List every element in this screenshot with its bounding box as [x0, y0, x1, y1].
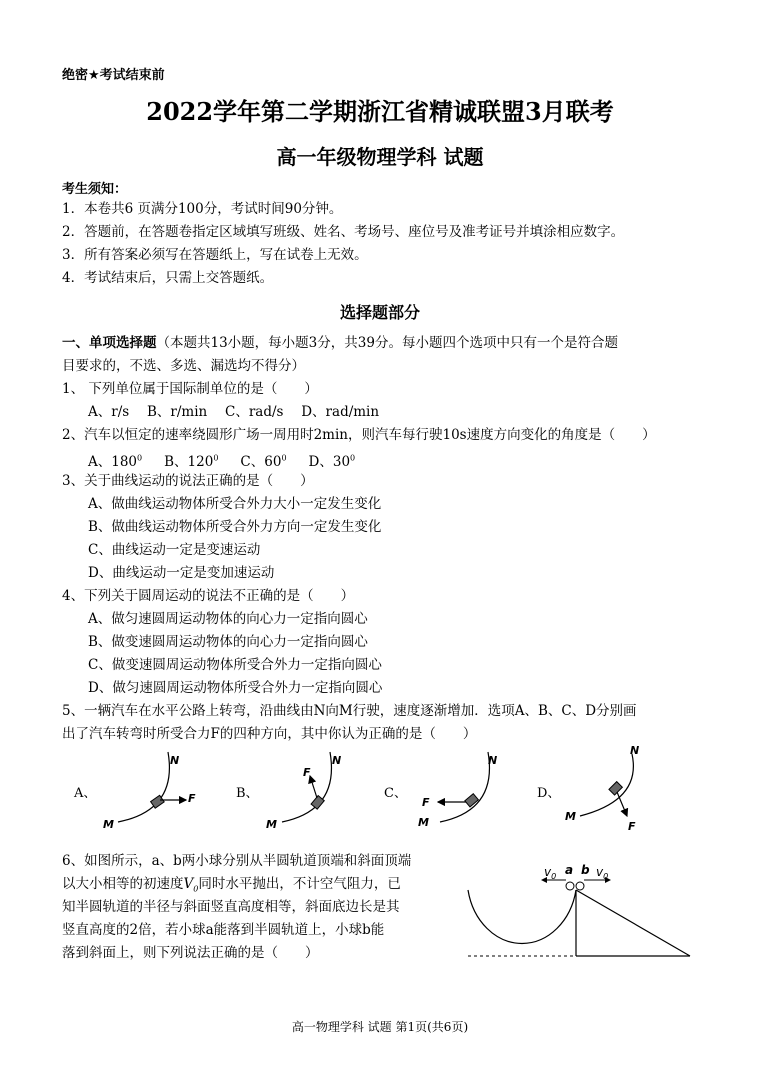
- figure-a: [103, 752, 196, 831]
- svg-text:v0: $v_0$: [596, 865, 609, 881]
- option-c: C、$60^0$: [240, 453, 287, 470]
- question-4-option-c: C、做变速圆周运动物体所受合外力一定指向圆心: [88, 657, 382, 673]
- question-4-stem: 4、下列关于圆周运动的说法不正确的是（ ）: [62, 588, 355, 604]
- question-6-line: 竖直高度的2倍，若小球a能落到半圆轨道上，小球b能: [62, 922, 385, 938]
- ball-b: [576, 882, 584, 890]
- question-2-stem: 2、汽车以恒定的速率绕圆形广场一周用时2min，则汽车每行驶10s速度方向变化的角度是（ ）: [62, 427, 656, 443]
- question-4-option-b: B、做变速圆周运动物体的向心力一定指向圆心: [88, 634, 368, 650]
- question-3-option-b: B、做曲线运动物体所受合外力方向一定发生变化: [88, 519, 382, 535]
- ball-a: [566, 882, 574, 890]
- notice-heading: 考生须知：: [62, 182, 128, 197]
- figure-c-label: C、: [384, 786, 407, 801]
- figure-c: [418, 752, 497, 829]
- figure-d: [565, 744, 639, 833]
- part1-desc: （本题共13小题，每小题3分，共39分。每小题四个选项中只有一个是符合题: [156, 335, 618, 351]
- question-5-figures: [0, 740, 760, 840]
- figure-b-label: B、: [236, 786, 259, 801]
- page-footer: 高一物理学科 试题 第1页(共6页): [291, 1020, 469, 1034]
- figure-a-label: A、: [74, 786, 97, 801]
- notice-item: 1．本卷共6 页满分100分，考试时间90分钟。: [62, 201, 343, 217]
- part1-heading: 一、单项选择题: [62, 335, 157, 351]
- svg-text:a: a: [565, 863, 574, 877]
- notice-item: 3．所有答案必须写在答题纸上，写在试卷上无效。: [62, 247, 368, 263]
- question-6-line: 知半圆轨道的半径与斜面竖直高度相等，斜面底边长是其: [62, 899, 400, 915]
- question-3-option-c: C、曲线运动一定是变速运动: [88, 542, 261, 558]
- section-title: 选择题部分: [339, 303, 420, 322]
- question-3-stem: 3、关于曲线运动的说法正确的是（ ）: [62, 473, 314, 489]
- option-d: D、$30^0$: [308, 453, 356, 470]
- svg-text:M: M: [103, 818, 114, 831]
- question-5-stem-2: 出了汽车转弯时所受合力F的四种方向，其中你认为正确的是（ ）: [62, 726, 477, 742]
- notice-item: 2．答题前，在答题卷指定区域填写班级、姓名、考场号、座位号及准考证号并填涂相应数字。: [62, 224, 625, 240]
- svg-text:N: N: [488, 754, 498, 767]
- svg-text:b: b: [581, 863, 590, 877]
- question-3-option-a: A、做曲线运动物体所受合外力大小一定发生变化: [88, 496, 382, 512]
- question-6-line: 6、如图所示，a、b两小球分别从半圆轨道顶端和斜面顶端: [62, 853, 412, 869]
- part1-desc-2: 目要求的，不选、多选、漏选均不得分）: [62, 358, 305, 374]
- svg-text:M: M: [266, 818, 277, 831]
- svg-text:v0: $v_0$: [544, 865, 557, 881]
- exam-title: 2022学年第二学期浙江省精诚联盟3月联考: [146, 97, 614, 126]
- svg-text:M: M: [418, 816, 429, 829]
- v0-symbol: $V_0$: [183, 876, 199, 894]
- notice-item: 4．考试结束后，只需上交答题纸。: [62, 270, 274, 286]
- question-1-stem: 1、 下列单位属于国际制单位的是（ ）: [62, 381, 318, 397]
- figure-d-label: D、: [537, 786, 561, 801]
- question-4-option-a: A、做匀速圆周运动物体的向心力一定指向圆心: [88, 611, 368, 627]
- figure-b: [266, 752, 341, 831]
- question-6-line: 落到斜面上，则下列说法正确的是（ ）: [62, 945, 319, 961]
- svg-text:F: F: [188, 792, 196, 805]
- svg-text:N: N: [170, 754, 180, 767]
- svg-text:N: N: [332, 754, 342, 767]
- svg-text:F: F: [303, 766, 311, 779]
- question-6-line: 以大小相等的初速度$V_0$同时水平抛出，不计空气阻力，已: [62, 876, 401, 894]
- confidential-mark: 绝密★考试结束前: [62, 68, 165, 83]
- option-b: B、$120^0$: [164, 453, 219, 470]
- svg-text:F: F: [422, 796, 430, 809]
- question-2-options: [88, 449, 355, 471]
- question-6-figure: [460, 860, 700, 964]
- question-3-option-d: D、曲线运动一定是变加速运动: [88, 565, 275, 581]
- svg-text:N: N: [630, 744, 640, 757]
- part1-intro: [62, 334, 618, 352]
- svg-text:M: M: [565, 810, 576, 823]
- semicircle-track: [468, 890, 576, 943]
- question-1-options: A、r/s B、r/min C、rad/s D、rad/min: [88, 404, 380, 420]
- incline: [576, 890, 690, 956]
- question-4-option-d: D、做匀速圆周运动物体所受合外力一定指向圆心: [88, 680, 383, 696]
- option-a: A、$180^0$: [88, 453, 143, 470]
- exam-subtitle: 高一年级物理学科 试题: [276, 145, 484, 169]
- svg-text:F: F: [628, 820, 636, 833]
- question-5-stem: 5、一辆汽车在水平公路上转弯，沿曲线由N向M行驶，速度逐渐增加．选项A、B、C、D分别画: [62, 703, 637, 719]
